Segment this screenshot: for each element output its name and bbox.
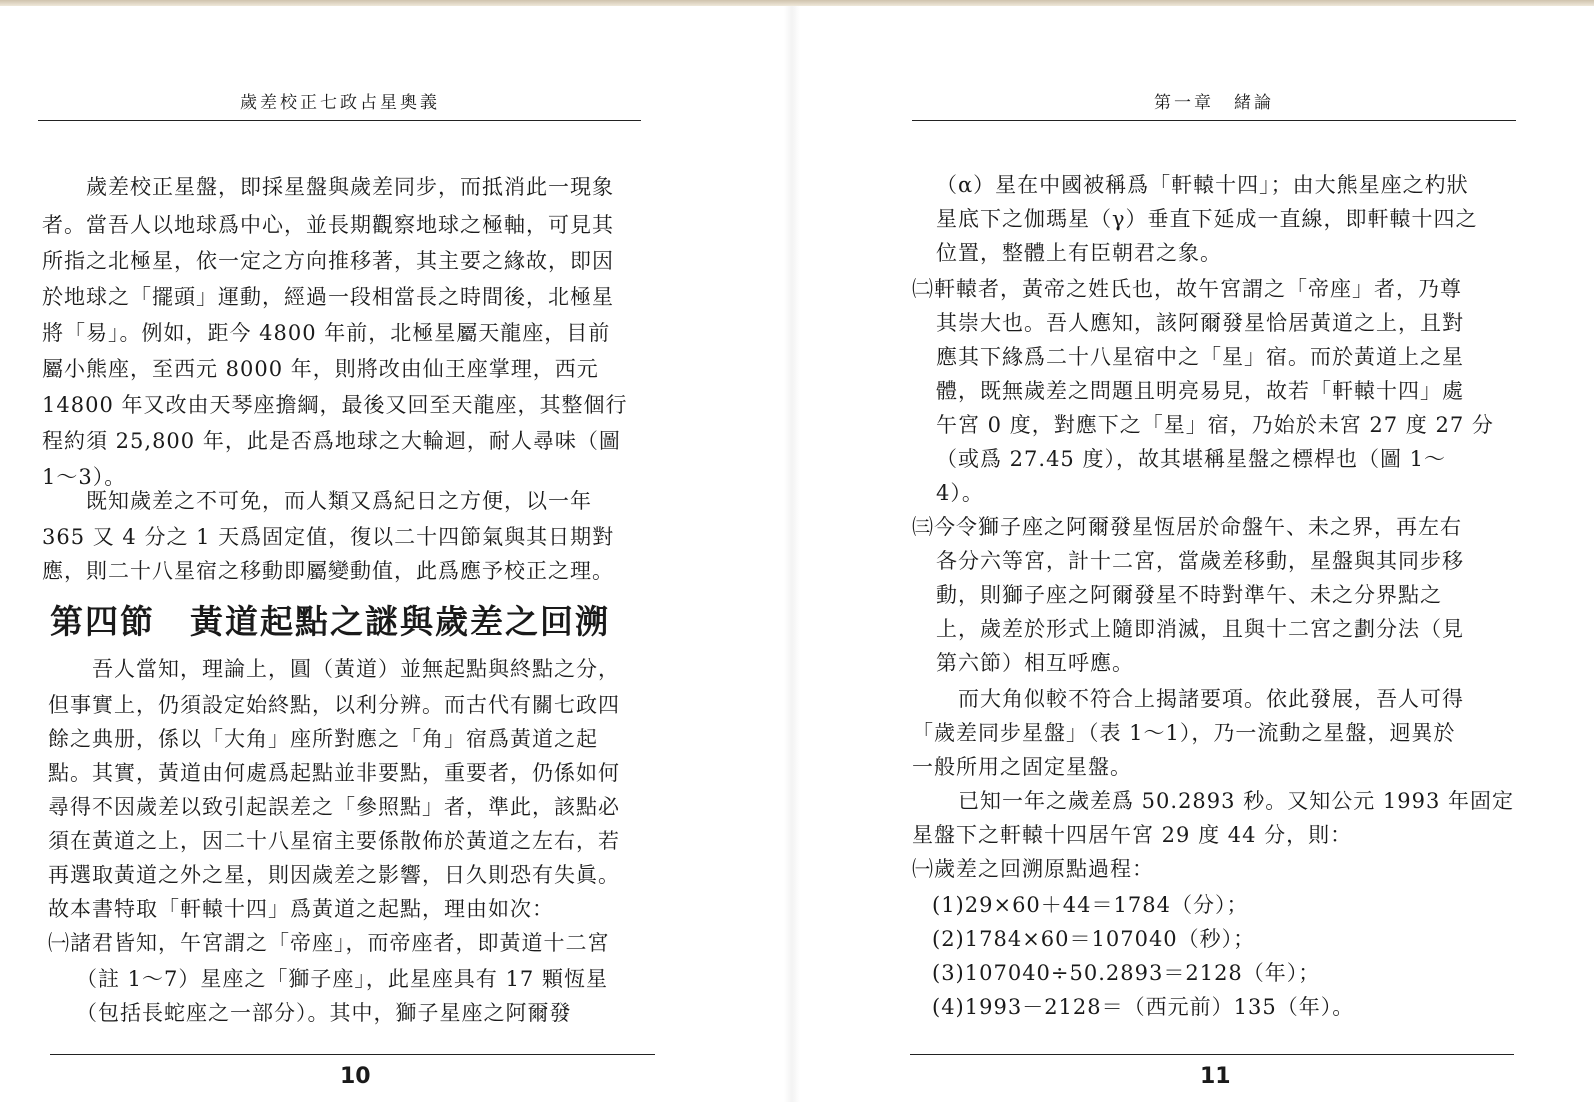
- text-line: 尋得不因歲差以致引起誤差之「參照點」者，準此，該點必: [48, 795, 620, 819]
- text-line: 動，則獅子座之阿爾發星不時對準午、未之分界點之: [936, 583, 1442, 607]
- left-page: [0, 0, 790, 1102]
- text-line: 於地球之「擺頭」運動，經過一段相當長之時間後，北極星: [42, 285, 614, 309]
- text-line: 已知一年之歲差爲 50.2893 秒。又知公元 1993 年固定: [958, 789, 1514, 813]
- text-line: 14800 年又改由天琴座擔綱，最後又回至天龍座，其整個行: [42, 393, 628, 417]
- calc-step: (1)29×60＋44＝1784（分）；: [932, 893, 1249, 917]
- text-line: 體，既無歲差之問題且明亮易見，故若「軒轅十四」處: [936, 379, 1464, 403]
- text-line: 位置，整體上有臣朝君之象。: [936, 241, 1222, 265]
- right-page: [800, 0, 1594, 1102]
- running-head-right: 第一章 緒論: [1154, 93, 1274, 113]
- text-line: 吾人當知，理論上，圓（黃道）並無起點與終點之分，: [92, 657, 620, 681]
- text-line: 其崇大也。吾人應知，該阿爾發星恰居黃道之上，且對: [936, 311, 1464, 335]
- text-line: 應其下緣爲二十八星宿中之「星」宿。而於黃道上之星: [936, 345, 1464, 369]
- text-line: 程約須 25,800 年，此是否爲地球之大輪迴，耐人尋味（圖: [42, 429, 621, 453]
- text-line: 既知歲差之不可免，而人類又爲紀日之方便，以一年: [86, 489, 592, 513]
- text-line: 365 又 4 分之 1 天爲固定值，復以二十四節氣與其日期對: [42, 525, 615, 549]
- text-line: 而大角似較不符合上揭諸要項。依此發展，吾人可得: [958, 687, 1464, 711]
- text-line: （包括長蛇座之一部分）。其中，獅子星座之阿爾發: [76, 1001, 572, 1025]
- text-line: ㈡軒轅者，黃帝之姓氏也，故午宮謂之「帝座」者，乃尊: [912, 277, 1462, 301]
- running-head-left: 歲差校正七政占星奧義: [240, 93, 440, 113]
- footer-rule-left: [50, 1054, 655, 1055]
- text-line: 再選取黃道之外之星，則因歲差之影響，日久則恐有失眞。: [48, 863, 620, 887]
- text-line: 但事實上，仍須設定始終點，以利分辨。而古代有關七政四: [48, 693, 620, 717]
- text-line: 餘之典册，係以「大角」座所對應之「角」宿爲黃道之起: [48, 727, 598, 751]
- page-number-left: 10: [340, 1064, 371, 1089]
- calc-step: (3)107040÷50.2893＝2128（年）；: [932, 961, 1321, 985]
- text-line: 故本書特取「軒轅十四」爲黃道之起點，理由如次：: [48, 897, 554, 921]
- section-title: 第四節 黃道起點之謎與歲差之回溯: [50, 602, 610, 641]
- text-line: 者。當吾人以地球爲中心，並長期觀察地球之極軸，可見其: [42, 213, 614, 237]
- text-line: （α）星在中國被稱爲「軒轅十四」；由大熊星座之杓狀: [936, 173, 1469, 197]
- text-line: 各分六等宮，計十二宮，當歲差移動，星盤與其同步移: [936, 549, 1464, 573]
- header-rule-right: [912, 120, 1516, 121]
- text-line: 所指之北極星，依一定之方向推移著，其主要之緣故，即因: [42, 249, 614, 273]
- text-line: 上，歲差於形式上隨即消滅，且與十二宮之劃分法（見: [936, 617, 1464, 641]
- text-line: 4）。: [936, 481, 984, 505]
- text-line: ㈢今令獅子座之阿爾發星恆居於命盤午、未之界，再左右: [912, 515, 1462, 539]
- text-line: 1～3）。: [42, 465, 127, 489]
- text-line: （或爲 27.45 度），故其堪稱星盤之標桿也（圖 1～: [936, 447, 1447, 471]
- text-line: 星盤下之軒轅十四居午宮 29 度 44 分，則：: [912, 823, 1353, 847]
- calc-step: (2)1784×60＝107040（秒）；: [932, 927, 1256, 951]
- text-line: 屬小熊座，至西元 8000 年，則將改由仙王座掌理，西元: [42, 357, 599, 381]
- footer-rule-right: [910, 1054, 1514, 1055]
- text-line: 歲差校正星盤，即採星盤與歲差同步，而抵消此一現象: [86, 175, 614, 199]
- text-line: 將「易」。例如，距今 4800 年前，北極星屬天龍座，目前: [42, 321, 611, 345]
- calculation-heading: ㈠歲差之回溯原點過程：: [912, 857, 1154, 881]
- calc-step: (4)1993－2128＝（西元前）135（年）。: [932, 995, 1355, 1019]
- text-line: 一般所用之固定星盤。: [912, 755, 1132, 779]
- text-line: 應，則二十八星宿之移動即屬變動值，此爲應予校正之理。: [42, 559, 614, 583]
- text-line: 「歲差同步星盤」（表 1～1），乃一流動之星盤，迥異於: [912, 721, 1456, 745]
- text-line: （註 1～7）星座之「獅子座」，此星座具有 17 顆恆星: [76, 967, 608, 991]
- text-line: 午宮 0 度，對應下之「星」宿，乃始於未宮 27 度 27 分: [936, 413, 1494, 437]
- text-line: ㈠諸君皆知，午宮謂之「帝座」，而帝座者，即黃道十二宮: [48, 931, 610, 955]
- text-line: 第六節）相互呼應。: [936, 651, 1134, 675]
- text-line: 須在黃道之上，因二十八星宿主要係散佈於黃道之左右，若: [48, 829, 620, 853]
- header-rule-left: [38, 120, 641, 121]
- text-line: 點。其實，黃道由何處爲起點並非要點，重要者，仍係如何: [48, 761, 620, 785]
- page-number-right: 11: [1200, 1064, 1231, 1089]
- text-line: 星底下之伽瑪星（γ）垂直下延成一直線，即軒轅十四之: [936, 207, 1478, 231]
